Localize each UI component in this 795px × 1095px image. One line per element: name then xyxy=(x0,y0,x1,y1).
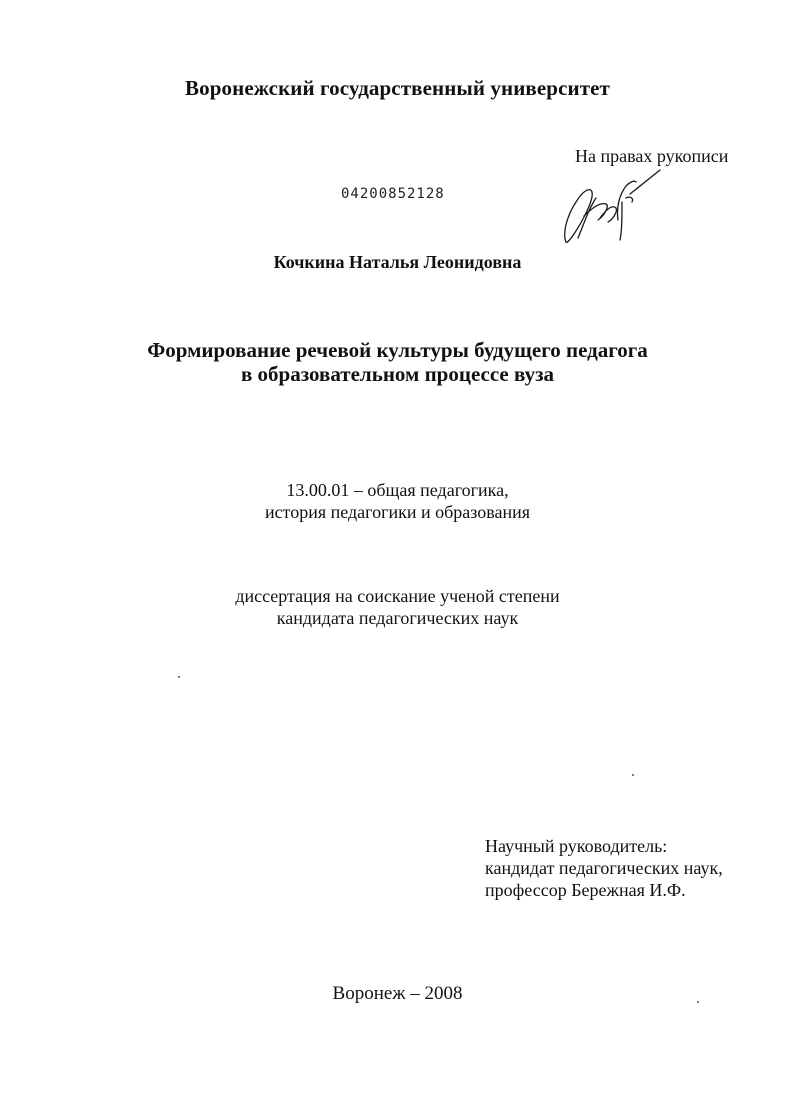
scan-speck xyxy=(632,774,634,776)
handwritten-signature-icon xyxy=(556,168,666,248)
advisor-credentials: кандидат педагогических наук, xyxy=(485,858,723,878)
degree-line-2: кандидата педагогических наук xyxy=(276,608,519,628)
specialty-line-2: история педагогики и образования xyxy=(264,502,531,522)
author-name: Кочкина Наталья Леонидовна xyxy=(273,252,522,272)
thesis-title-line-1: Формирование речевой культуры будущего педагога xyxy=(147,338,648,362)
advisor-name: профессор Бережная И.Ф. xyxy=(485,880,686,900)
scan-speck xyxy=(697,1001,699,1003)
city-and-year: Воронеж – 2008 xyxy=(332,983,463,1004)
registry-number: 04200852128 xyxy=(341,186,445,202)
degree-statement xyxy=(0,585,795,629)
scan-speck xyxy=(178,676,180,678)
specialty-line-1: 13.00.01 – общая педагогика, xyxy=(286,480,509,500)
advisor-label: Научный руководитель: xyxy=(485,836,668,856)
university-name: Воронежский государственный университет xyxy=(185,76,610,100)
scientific-advisor xyxy=(485,835,723,901)
thesis-title-line-2: в образовательном процессе вуза xyxy=(240,362,555,386)
specialty-code xyxy=(0,479,795,523)
manuscript-rights-note: На правах рукописи xyxy=(575,146,729,166)
degree-line-1: диссертация на соискание ученой степени xyxy=(235,586,560,606)
thesis-title xyxy=(0,338,795,386)
